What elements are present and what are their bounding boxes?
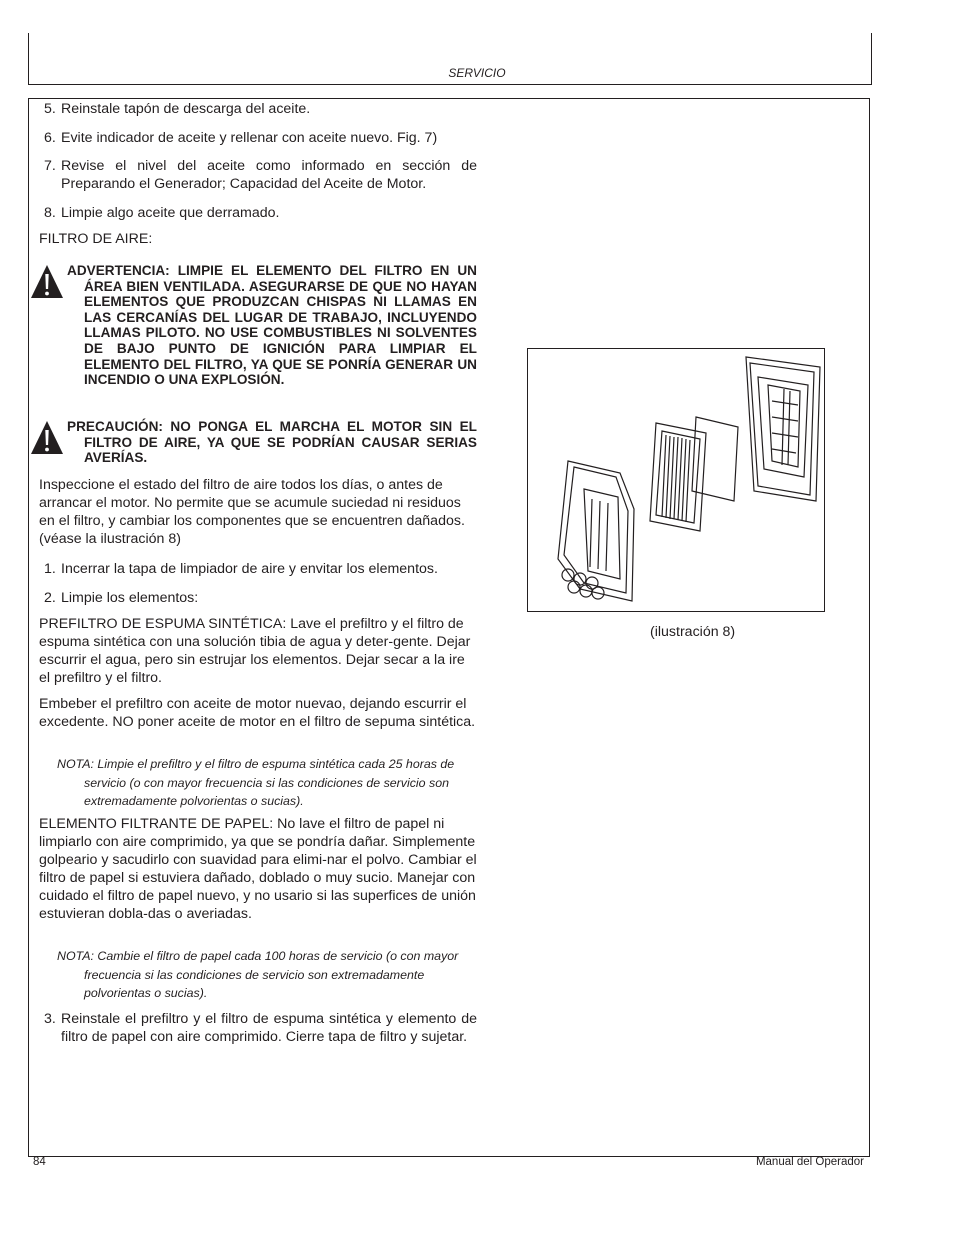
list-text: Limpie los elementos:: [61, 590, 199, 606]
air-filter-drawing: [528, 349, 824, 611]
list-item: [44, 560, 477, 578]
list-text: Incerrar la tapa de limpiador de aire y envitar los elementos.: [61, 561, 438, 577]
list-number: 7.: [44, 158, 56, 174]
caution-text: PRECAUCIÓN: NO PONGA EL MARCHA EL MOTOR SIN EL FILTRO DE AIRE, YA QUE SE PODRÍAN CAUSAR SERIAS AVERÍAS.: [67, 419, 477, 466]
list-item: [44, 100, 477, 118]
list-text: Reinstale tapón de descarga del aceite.: [61, 101, 311, 117]
manual-title: Manual del Operador: [755, 1156, 864, 1168]
note-rest: frecuencia si las condiciones de servicio son extremadamente polvorientas o sucias).: [84, 967, 425, 1000]
warning-text: ADVERTENCIA: LIMPIE EL ELEMENTO DEL FILTRO EN UN ÁREA BIEN VENTILADA. ASEGURARSE DE QUE NO HAYAN ELEMENTOS QUE PRODUZCAN CHISPAS NI LLAMAS EN LAS CERCANÍAS DEL LUGAR DE TRABAJO, INCLUYENDO LLAMAS PILOTO. NO USE COMBUSTIBLES NI SOLVENTES DE BAJO PUNTO DE IGNICIÓN PARA LIMPIAR EL ELEMENTO DEL FILTRO, YA QUE SE PONRÍA GENERAR UN INCENDIO O UNA EXPLOSIÓN.: [67, 263, 477, 388]
inspect-paragraph: Inspeccione el estado del filtro de aire todos los días, o antes de arrancar el motor. No permite que se acumule suciedad ni residuos en el filtro, y cambiar los componentes que se encuentren dañados. (véase la ilustración 8): [39, 477, 465, 547]
list-number: 5.: [44, 101, 56, 117]
section-title: SERVICIO: [448, 66, 506, 80]
list-number: 3.: [44, 1011, 56, 1027]
note-foam: [57, 755, 477, 811]
list-item: [44, 129, 477, 147]
paper-filter-paragraph: ELEMENTO FILTRANTE DE PAPEL: No lave el filtro de papel ni limpiarlo con aire comprimido, ya que se pondría dañar. Simplemente golpeario y sacudirlo con suavidad para elimi-nar el polvo. Cambiar el filtro de papel si estuviera dañado, doblado o muy sucio. Manejar con cuidado el filtro de papel nuevo, y no usario si las superfices de unión estuvieran dobla-das o averiadas.: [39, 816, 477, 922]
foam-filter-paragraph: PREFILTRO DE ESPUMA SINTÉTICA: Lave el prefiltro y el filtro de espuma sintética con una solución tibia de agua y deter-gente. Dejar escurrir el agua, pero sin estrujar los elementos. Dejar secar a la ire el prefiltro y el filtro.: [39, 616, 471, 686]
air-filter-heading: FILTRO DE AIRE:: [39, 231, 153, 247]
warning-triangle-icon: [30, 263, 64, 299]
oil-paragraph: Embeber el prefiltro con aceite de motor nuevao, dejando escurrir el excedente. NO poner aceite de motor en el filtro de sepuma sintética.: [39, 696, 476, 730]
list-item: [44, 157, 477, 193]
note-first-line: NOTA: Cambie el filtro de papel cada 100 horas de servicio (o con mayor: [57, 949, 459, 963]
list-number: 1.: [44, 561, 56, 577]
caution-block: [30, 419, 477, 466]
list-number: 8.: [44, 205, 56, 221]
list-number: 6.: [44, 130, 56, 146]
warning-block: [30, 263, 477, 388]
list-text: Revise el nivel del aceite como informado en sección de Preparando el Generador; Capacidad del Aceite de Motor.: [61, 158, 477, 192]
warning-triangle-icon: [30, 419, 64, 455]
list-text: Reinstale el prefiltro y el filtro de espuma sintética y elemento de filtro de papel con aire comprimido. Cierre tapa de filtro y sujetar.: [61, 1011, 477, 1045]
note-rest: servicio (o con mayor frecuencia si las condiciones de servicio son extremadamente polvorientas o sucias).: [84, 775, 449, 808]
list-text: Limpie algo aceite que derramado.: [61, 205, 280, 221]
note-first-line: NOTA: Limpie el prefiltro y el filtro de espuma sintética cada 25 horas de: [57, 757, 455, 771]
figure-caption: (ilustración 8): [650, 624, 736, 640]
list-item: [44, 204, 477, 222]
list-text: Evite indicador de aceite y rellenar con aceite nuevo. Fig. 7): [61, 130, 438, 146]
list-item: [44, 589, 477, 607]
note-paper: [57, 947, 477, 1003]
list-number: 2.: [44, 590, 56, 606]
page-number: 84: [33, 1156, 46, 1168]
air-filter-illustration: [527, 348, 825, 612]
list-item: [44, 1010, 477, 1046]
